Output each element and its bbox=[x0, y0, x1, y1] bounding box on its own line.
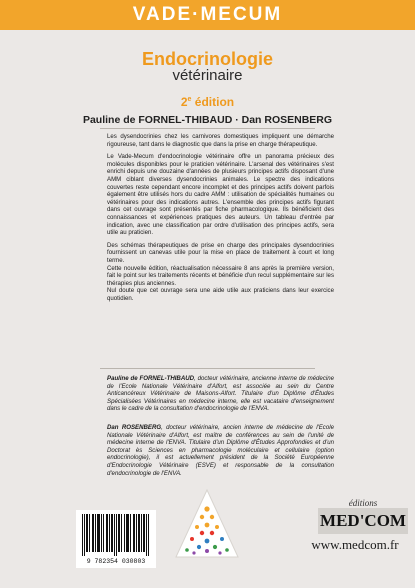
description-paragraph: Cette nouvelle édition, réactualisation nécessaire 8 ans après la première version, fait le point sur les traitements récents et bénéficie d'un recul supplémentaire sur les thérapies plus anciennes. bbox=[107, 264, 334, 287]
series-title: VADE·MECUM bbox=[132, 4, 283, 25]
description bbox=[107, 133, 334, 307]
publisher-url[interactable]: www.medcom.fr bbox=[311, 537, 399, 552]
book-title: Endocrinologie bbox=[141, 49, 273, 69]
author-bio-text: , docteur vétérinaire, ancienne interne de médecine de l'Ecole Nationale Vétérinaire d'Alfort, est associée au sein du Centre Anticancéreux Vétérinaire de Maisons-Alfort. Titulaire d'un Diplôme d'Études Spécialisées Vétérinaires en médecine interne, elle est vacataire d'enseignement dans le cadre de la consultation d'endocrinologie de l'ENVA. bbox=[107, 375, 334, 413]
publisher-logo: MED'COM bbox=[318, 508, 408, 534]
description-paragraph: Le Vade-Mecum d'endocrinologie vétérinaire offre un panorama précieux des molécules disponibles pour le praticien vétérinaire. L'arsenal des vétérinaires s'est enrichi depuis une douzaine d'années de plusieurs principes actifs disposant d'une AMM ciblant diverses dysendocrinies animales. Le spectre des indications couvertes reste cependant encore incomplet et des principes actifs doivent parfois également être utilisés hors du cadre AMM : utilisation de spécialités humaines ou vétérinaires pour des indications autres. L'ensemble des principes actifs figurant dans cet ouvrage sont présentés par fiche pharmacologique. Ils bénéficient des connaissances et expériences pratiques des auteurs. Un tableau d'entrée par indication, avec une classification par ordre d'utilisation des principes actifs, sera utile au praticien. bbox=[107, 153, 334, 237]
edition-number: 2 bbox=[180, 95, 188, 109]
book-subtitle: vétérinaire bbox=[172, 67, 243, 84]
barcode bbox=[76, 510, 156, 568]
author-bio-rosenberg bbox=[107, 424, 334, 477]
description-paragraph: Les dysendocrinies chez les carnivores domestiques impliquent une démarche rigoureuse, tant dans le diagnostic que dans la prise en charge thérapeutique. bbox=[107, 133, 334, 148]
divider-top bbox=[100, 128, 315, 129]
description-paragraph: Nul doute que cet ouvrage sera une aide utile aux praticiens dans leur exercice quotidien. bbox=[107, 287, 334, 302]
authors-line: Pauline de FORNEL-THIBAUD · Dan ROSENBERG bbox=[82, 114, 333, 126]
description-paragraph: Des schémas thérapeutiques de prise en charge des principales dysendocrinies fournissent un canevas utile pour la mise en place de traitement à court et long terme. bbox=[107, 241, 334, 264]
author-bio-name: Dan ROSENBERG bbox=[107, 424, 162, 431]
barcode-bars bbox=[82, 514, 150, 556]
barcode-number: 9 782354 030803 bbox=[86, 558, 146, 565]
author-bio-fornel bbox=[107, 375, 334, 413]
edition-superscript: e bbox=[187, 96, 192, 103]
edition-label bbox=[0, 95, 415, 109]
vade-mecum-logo-icon bbox=[172, 487, 242, 562]
publisher-label: éditions bbox=[348, 498, 378, 508]
edition-word: édition bbox=[191, 95, 235, 109]
author-bio-text: , docteur vétérinaire, ancien interne de médecine de l'Ecole Nationale Vétérinaire d'Alfort, est maître de conférences au sein de l'unité de médecine interne de l'ENVA. Titulaire d'un Diplôme d'Études Approfondies et d'un Doctorat ès Sciences en pharmacologie moléculaire et cellulaire (option endocrinologie), il est actuellement président de la Société Européenne d'Endocrinologie Vétérinaire (ESVE) et responsable de la consultation d'endocrinologie de l'ENVA. bbox=[107, 424, 334, 477]
divider-middle bbox=[100, 368, 315, 369]
author-bio-name: Pauline de FORNEL-THIBAUD bbox=[107, 375, 195, 382]
